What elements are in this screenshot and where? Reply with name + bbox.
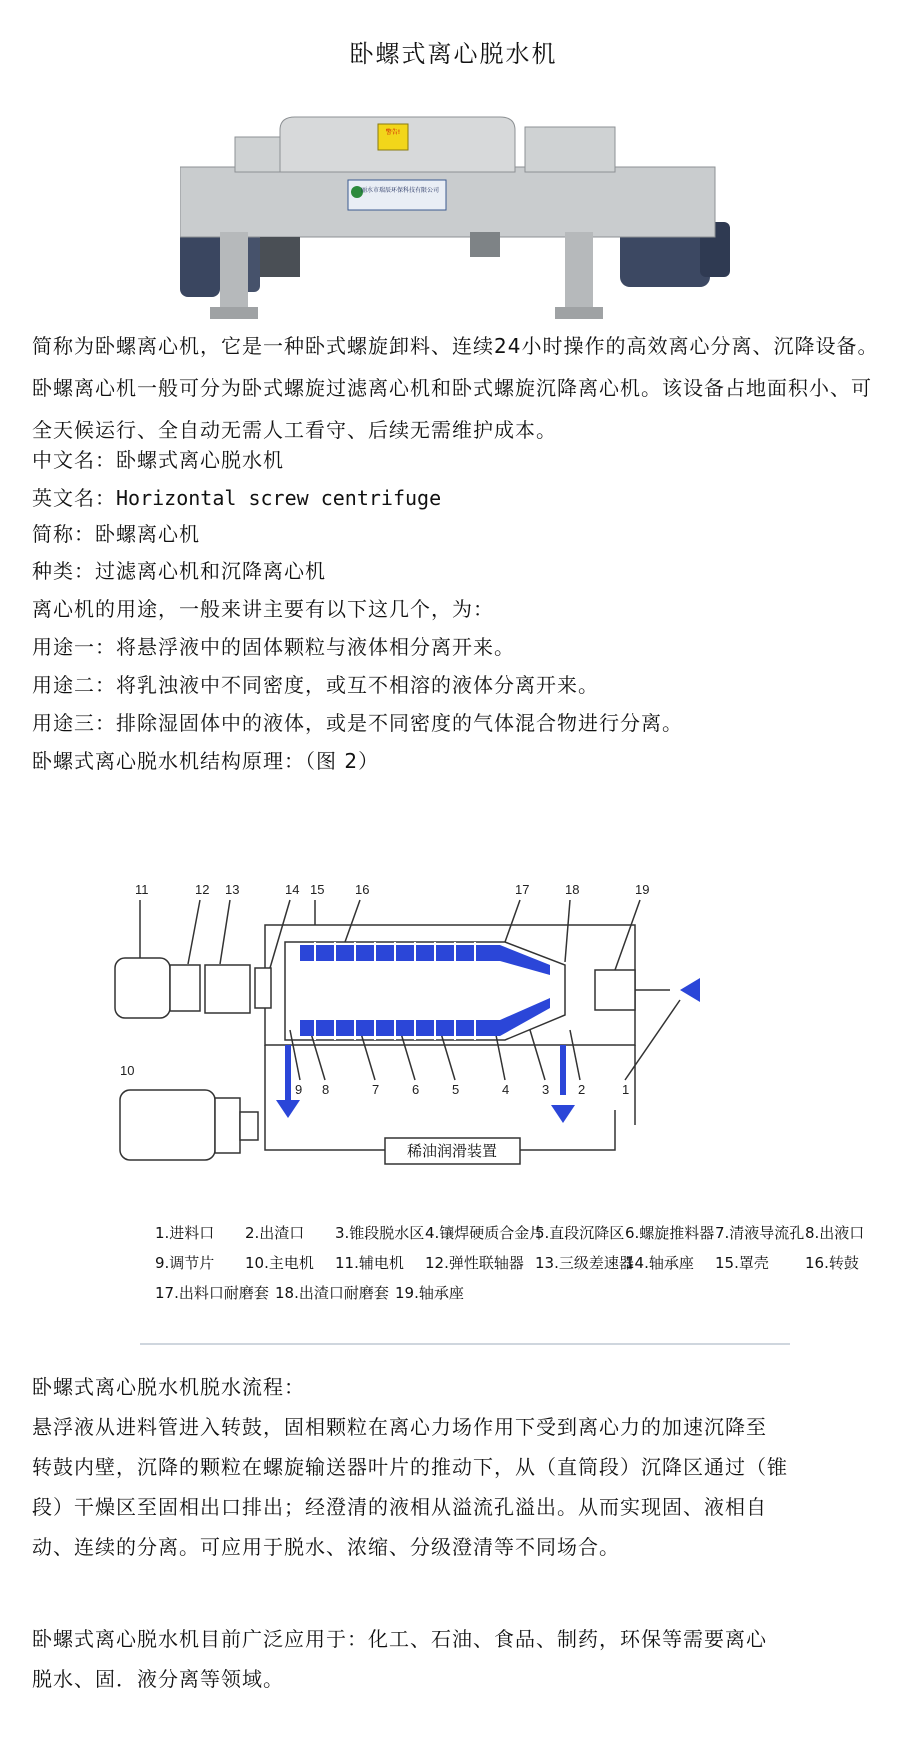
process-heading: 卧螺式离心脱水机脱水流程： [32,1375,305,1399]
diagram-number-5: 5 [452,1082,460,1097]
diagram-legend [155,1218,865,1308]
diagram-number-18: 18 [565,882,580,897]
use-item-3: 用途三：排除湿固体中的液体，或是不同密度的气体混合物进行分离。 [32,711,683,735]
diagram-number-4: 4 [502,1082,510,1097]
legend-item: 9.调节片 [155,1254,215,1272]
centrifuge-photo [180,112,740,337]
structure-heading: 卧螺式离心脱水机结构原理：（图 2） [32,749,380,773]
legend-item: 11.辅电机 [335,1254,404,1272]
use-item-2: 用途二：将乳浊液中不同密度，或互不相溶的液体分离开来。 [32,673,599,697]
page-title: 卧螺式离心脱水机 [349,40,558,68]
diagram-number-1: 1 [622,1082,630,1097]
short-name-label: 简称： [32,522,95,546]
application-line-1: 卧螺式离心脱水机目前广泛应用于：化工、石油、食品、制药，环保等需要离心 [32,1627,767,1651]
warning-label: 警告! [385,129,401,136]
legend-item: 15.罩壳 [715,1254,769,1272]
application-line-2: 脱水、固．液分离等领域。 [32,1667,284,1691]
diagram-number-6: 6 [412,1082,420,1097]
type-line [32,550,882,592]
legend-item: 3.锥段脱水区 [335,1224,425,1242]
process-line-3: 段）干燥区至固相出口排出；经澄清的液相从溢流孔溢出。从而实现固、液相自 [32,1495,767,1519]
chinese-name-value: 卧螺式离心脱水机 [116,448,284,472]
diagram-number-7: 7 [372,1082,380,1097]
diagram-number-2: 2 [578,1082,586,1097]
short-name-value: 卧螺离心机 [95,522,200,546]
legend-item: 4.镶焊硬质合金片 [425,1224,545,1242]
chinese-name-label: 中文名： [32,448,116,472]
diagram-number-8: 8 [322,1082,330,1097]
short-name-line [32,513,882,555]
legend-item: 5.直段沉降区 [535,1224,625,1242]
legend-item: 2.出渣口 [245,1224,305,1242]
nameplate-text: 丽水市瑞辰环保科技有限公司 [360,187,440,194]
diagram-number-11: 11 [135,882,149,897]
legend-item: 19.轴承座 [395,1284,464,1302]
process-line-2: 转鼓内壁，沉降的颗粒在螺旋输送器叶片的推动下，从（直筒段）沉降区通过（锥 [32,1455,788,1479]
legend-item: 17.出料口耐磨套 [155,1284,269,1302]
diagram-number-10: 10 [120,1063,135,1078]
type-label: 种类： [32,559,95,583]
lube-device-label: 稀油润滑装置 [406,1142,498,1160]
diagram-number-13: 13 [225,882,240,897]
diagram-divider [140,1343,790,1345]
diagram-number-3: 3 [542,1082,550,1097]
diagram-number-15: 15 [310,882,325,897]
legend-item: 12.弹性联轴器 [425,1254,524,1272]
legend-item: 7.清液导流孔 [715,1224,805,1242]
legend-row [155,1248,865,1278]
chinese-name-line [32,439,882,481]
legend-row [155,1218,865,1248]
diagram-number-19: 19 [635,882,650,897]
legend-item: 10.主电机 [245,1254,314,1272]
diagram-number-16: 16 [355,882,370,897]
english-name-value: Horizontal screw centrifuge [116,486,442,510]
legend-item: 16.转鼓 [805,1254,859,1272]
intro-paragraph: 简称为卧螺离心机，它是一种卧式螺旋卸料、连续24小时操作的高效离心分离、沉降设备。 卧螺离心机一般可分为卧式螺旋过滤离心机和卧式螺旋沉降离心机。该设备占地面积小、可全天候运行、全自动无需人工看守、后续无需维护成本。 [32,334,879,442]
legend-item: 1.进料口 [155,1224,215,1242]
diagram-number-17: 17 [515,882,530,897]
legend-item: 14.轴承座 [625,1254,694,1272]
legend-item: 6.螺旋推料器 [625,1224,715,1242]
legend-item: 18.出渣口耐磨套 [275,1284,389,1302]
process-line-1: 悬浮液从进料管进入转鼓，固相颗粒在离心力场作用下受到离心力的加速沉降至 [32,1415,767,1439]
legend-row [155,1278,865,1308]
type-value: 过滤离心机和沉降离心机 [95,559,326,583]
english-name-label: 英文名： [32,486,116,510]
legend-item: 13.三级差速器 [535,1254,634,1272]
use-item-1: 用途一：将悬浮液中的固体颗粒与液体相分离开来。 [32,635,515,659]
diagram-number-12: 12 [195,882,210,897]
diagram-number-9: 9 [295,1082,303,1097]
process-line-4: 动、连续的分离。可应用于脱水、浓缩、分级澄清等不同场合。 [32,1535,620,1559]
diagram-number-14: 14 [285,882,300,897]
legend-item: 8.出液口 [805,1224,865,1242]
uses-intro: 离心机的用途，一般来讲主要有以下这几个，为： [32,597,494,621]
